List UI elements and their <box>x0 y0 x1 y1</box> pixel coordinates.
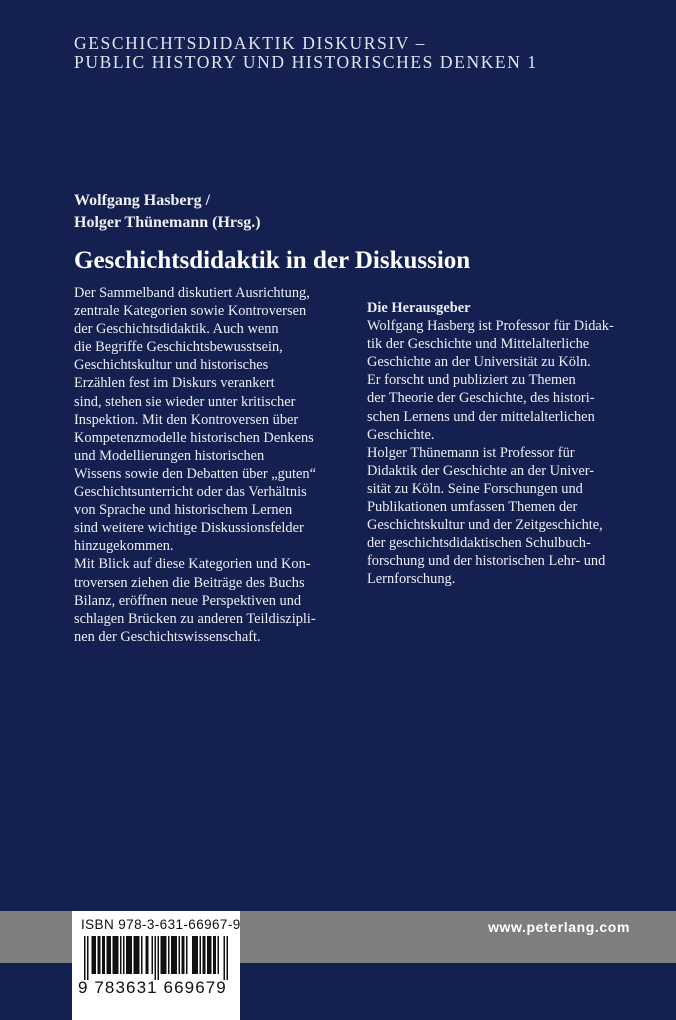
ean-digits: 9 783631 669679 <box>78 978 227 997</box>
editors-names <box>74 190 261 234</box>
blurb-line: zentrale Kategorien sowie Kontroversen <box>74 303 307 320</box>
blurb-line: der Geschichtsdidaktik. Auch wenn <box>74 321 279 338</box>
publisher-website[interactable]: www.peterlang.com <box>488 919 630 935</box>
series-line-2: PUBLIC HISTORY UND HISTORISCHES DENKEN 1 <box>74 52 538 72</box>
blurb-line: Geschichtsunterricht oder das Verhältnis <box>74 484 307 501</box>
barcode-bar <box>107 936 112 974</box>
barcode-bar <box>171 936 177 974</box>
bio-line: Holger Thünemann ist Professor für <box>367 444 575 461</box>
blurb-line: von Sprache und historischem Lernen <box>74 502 293 519</box>
blurb-line: Geschichtskultur und historisches <box>74 357 269 374</box>
barcode-bar <box>92 936 97 974</box>
bio-line: Geschichtskultur und der Zeitgeschichte, <box>367 517 603 534</box>
blurb-line: hinzugekommen. <box>74 538 174 555</box>
barcode-bar <box>213 936 216 974</box>
barcode-bar <box>155 936 157 980</box>
bio-line: schen Lernens und der mittelalterlichen <box>367 408 595 425</box>
bio-line: Er forscht und publiziert zu Themen <box>367 372 576 389</box>
barcode-bar <box>161 936 167 974</box>
barcode-icon <box>82 936 230 980</box>
editor-line-2: Holger Thünemann (Hrsg.) <box>74 214 261 231</box>
blurb-line: Wissens sowie den Debatten über „guten“ <box>74 465 316 482</box>
bio-line: Wolfgang Hasberg ist Professor für Didak- <box>367 318 614 335</box>
barcode-bar <box>200 936 202 974</box>
series-title <box>74 34 634 72</box>
blurb-line: Erzählen fest im Diskurs verankert <box>74 375 275 392</box>
blurb-line: Der Sammelband diskutiert Ausrichtung, <box>74 285 310 301</box>
book-title: Geschichtsdidaktik in der Diskussion <box>74 247 471 274</box>
bio-line: Geschichte an der Universität zu Köln. <box>367 354 591 371</box>
blurb-line: die Begriffe Geschichtsbewusstsein, <box>74 339 283 356</box>
barcode-bar <box>227 936 229 980</box>
barcode-bar <box>203 936 206 974</box>
blurb-line: Bilanz, eröffnen neue Perspektiven und <box>74 592 302 609</box>
bio-line: Lernforschung. <box>367 571 456 588</box>
barcode-bar <box>146 936 149 974</box>
editor-line-1: Wolfgang Hasberg / <box>74 192 211 209</box>
barcode-bar <box>123 936 125 974</box>
barcode-bar <box>102 936 105 974</box>
barcode-bar <box>224 936 226 980</box>
isbn-label: ISBN 978-3-631-66967-9 <box>81 917 241 932</box>
blurb-column <box>74 284 354 646</box>
barcode-bar <box>98 936 101 974</box>
bio-line: Publikationen umfassen Themen der <box>367 499 578 516</box>
barcode-bar <box>141 936 143 974</box>
barcode-bar <box>152 936 154 974</box>
bio-line: sität zu Köln. Seine Forschungen und <box>367 480 583 497</box>
editors-bio-column <box>367 299 637 589</box>
barcode-bar <box>84 936 86 980</box>
bio-line: tik der Geschichte und Mittelalterliche <box>367 336 590 353</box>
blurb-line: Inspektion. Mit den Kontroversen über <box>74 411 299 428</box>
blurb-line: schlagen Brücken zu anderen Teildiszipli- <box>74 610 316 627</box>
blurb-line: Kompetenzmodelle historischen Denkens <box>74 429 314 446</box>
barcode-bar <box>207 936 212 974</box>
bio-line: der geschichtsdidaktischen Schulbuch- <box>367 535 591 552</box>
blurb-line: und Modellierungen historischen <box>74 447 265 464</box>
editors-bio-heading: Die Herausgeber <box>367 300 471 316</box>
blurb-line: sind weitere wichtige Diskussionsfelder <box>74 520 304 537</box>
barcode-bar <box>179 936 181 974</box>
barcode-box <box>72 911 240 1020</box>
barcode-bar <box>186 936 188 974</box>
series-line-1: GESCHICHTSDIDAKTIK DISKURSIV – <box>74 33 426 53</box>
bio-line: Didaktik der Geschichte an der Univer- <box>367 462 595 479</box>
bio-line: der Theorie der Geschichte, des histori- <box>367 390 595 407</box>
barcode-bar <box>192 936 198 974</box>
blurb-line: Mit Blick auf diese Kategorien und Kon- <box>74 556 311 573</box>
barcode-bar <box>87 936 89 980</box>
bio-line: Geschichte. <box>367 426 435 443</box>
barcode-bar <box>134 936 140 974</box>
barcode-bar <box>158 936 160 980</box>
barcode-bar <box>126 936 132 974</box>
blurb-line: sind, stehen sie wieder unter kritischer <box>74 393 296 410</box>
barcode-bar <box>113 936 119 974</box>
barcode-bar <box>218 936 220 974</box>
blurb-line: nen der Geschichtswissenschaft. <box>74 628 261 645</box>
barcode-bar <box>182 936 185 974</box>
barcode-bar <box>168 936 170 974</box>
blurb-line: troversen ziehen die Beiträge des Buchs <box>74 574 305 591</box>
barcode-bar <box>120 936 122 974</box>
bio-line: forschung und der historischen Lehr- und <box>367 553 606 570</box>
